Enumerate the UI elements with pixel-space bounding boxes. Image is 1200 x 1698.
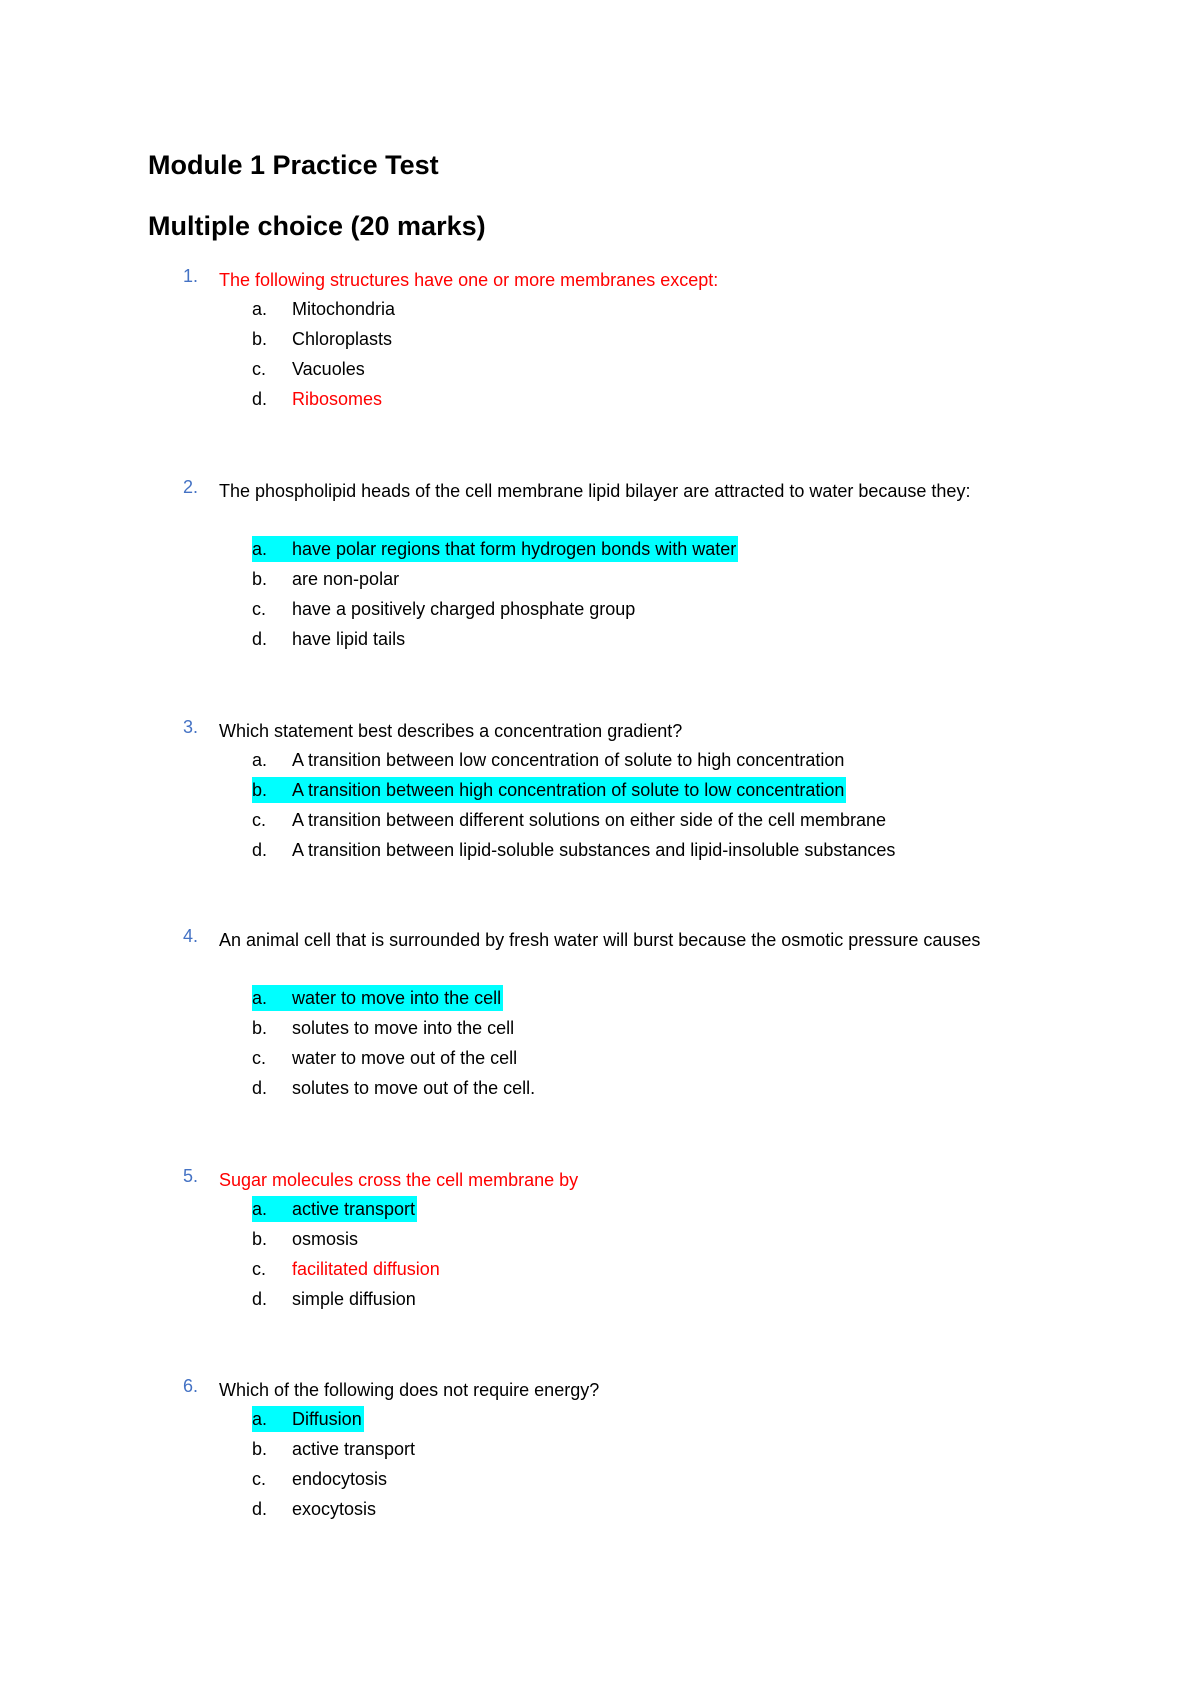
option-letter: d. xyxy=(252,1499,268,1519)
option-letter: c. xyxy=(252,1469,267,1489)
option-letter: b. xyxy=(252,1018,268,1038)
option-c xyxy=(0,1466,1200,1495)
option-text: Ribosomes xyxy=(292,389,383,409)
option-text: have lipid tails xyxy=(292,629,406,649)
option-b xyxy=(0,566,1200,595)
option-text: active transport xyxy=(292,1199,416,1219)
question-number: 3. xyxy=(183,717,199,737)
option-letter: d. xyxy=(252,1289,268,1309)
option-c xyxy=(0,596,1200,625)
option-text: simple diffusion xyxy=(292,1289,416,1309)
option-a xyxy=(0,536,1200,565)
option-letter: d. xyxy=(252,629,268,649)
option-letter: c. xyxy=(252,599,267,619)
option-c xyxy=(0,356,1200,385)
option-letter: d. xyxy=(252,389,268,409)
option-text: A transition between low concentration of solute to high concentration xyxy=(292,750,845,770)
option-text: exocytosis xyxy=(292,1499,377,1519)
section-heading: Multiple choice (20 marks) xyxy=(148,211,486,241)
option-letter: a. xyxy=(252,750,268,770)
option-text: osmosis xyxy=(292,1229,359,1249)
option-d xyxy=(0,1286,1200,1315)
option-d xyxy=(0,626,1200,655)
option-text: Diffusion xyxy=(292,1409,362,1429)
option-letter: c. xyxy=(252,810,267,830)
option-d xyxy=(0,386,1200,415)
option-text: A transition between lipid-soluble substances and lipid-insoluble substances xyxy=(292,840,896,860)
question-number: 4. xyxy=(183,926,199,946)
option-c xyxy=(0,1256,1200,1285)
option-b xyxy=(0,777,1200,806)
option-letter: c. xyxy=(252,1259,267,1279)
option-text: have a positively charged phosphate group xyxy=(292,599,636,619)
page-title: Module 1 Practice Test xyxy=(148,150,439,180)
option-letter: b. xyxy=(252,1439,268,1459)
question-number: 6. xyxy=(183,1376,199,1396)
question-text: Which of the following does not require energy? xyxy=(219,1380,600,1400)
option-letter: b. xyxy=(252,1229,268,1249)
option-b xyxy=(0,1436,1200,1465)
question-text: The phospholipid heads of the cell membrane lipid bilayer are attracted to water because they: xyxy=(219,481,971,501)
question-text: Sugar molecules cross the cell membrane by xyxy=(219,1170,579,1190)
option-letter: c. xyxy=(252,1048,267,1068)
option-text: solutes to move out of the cell. xyxy=(292,1078,536,1098)
question-number: 2. xyxy=(183,477,199,497)
option-text: Mitochondria xyxy=(292,299,396,319)
option-text: A transition between high concentration of solute to low concentration xyxy=(292,780,845,800)
option-letter: a. xyxy=(252,1409,268,1429)
option-text: facilitated diffusion xyxy=(292,1259,440,1279)
option-letter: b. xyxy=(252,780,268,800)
option-text: solutes to move into the cell xyxy=(292,1018,515,1038)
option-text: Vacuoles xyxy=(292,359,365,379)
option-a xyxy=(0,296,1200,325)
option-text: water to move into the cell xyxy=(292,988,502,1008)
question-text: Which statement best describes a concentration gradient? xyxy=(219,721,683,741)
option-text: are non-polar xyxy=(292,569,400,589)
option-letter: d. xyxy=(252,1078,268,1098)
option-letter: a. xyxy=(252,299,268,319)
question-text: An animal cell that is surrounded by fresh water will burst because the osmotic pressure causes xyxy=(219,930,981,950)
option-a xyxy=(0,747,1200,776)
question-number: 1. xyxy=(183,266,199,286)
option-letter: b. xyxy=(252,329,268,349)
question-number: 5. xyxy=(183,1166,199,1186)
option-letter: c. xyxy=(252,359,267,379)
question-text: The following structures have one or more membranes except: xyxy=(219,270,719,290)
option-text: have polar regions that form hydrogen bonds with water xyxy=(292,539,737,559)
option-a xyxy=(0,1406,1200,1435)
option-c xyxy=(0,807,1200,836)
option-text: endocytosis xyxy=(292,1469,388,1489)
option-text: active transport xyxy=(292,1439,416,1459)
option-b xyxy=(0,1015,1200,1044)
option-b xyxy=(0,326,1200,355)
option-text: A transition between different solutions on either side of the cell membrane xyxy=(292,810,887,830)
option-letter: d. xyxy=(252,840,268,860)
option-text: water to move out of the cell xyxy=(292,1048,518,1068)
option-d xyxy=(0,837,1200,866)
option-a xyxy=(0,985,1200,1014)
option-a xyxy=(0,1196,1200,1225)
option-c xyxy=(0,1045,1200,1074)
option-b xyxy=(0,1226,1200,1255)
option-letter: b. xyxy=(252,569,268,589)
option-letter: a. xyxy=(252,539,268,559)
option-letter: a. xyxy=(252,1199,268,1219)
option-text: Chloroplasts xyxy=(292,329,393,349)
option-d xyxy=(0,1075,1200,1104)
option-d xyxy=(0,1496,1200,1525)
option-letter: a. xyxy=(252,988,268,1008)
